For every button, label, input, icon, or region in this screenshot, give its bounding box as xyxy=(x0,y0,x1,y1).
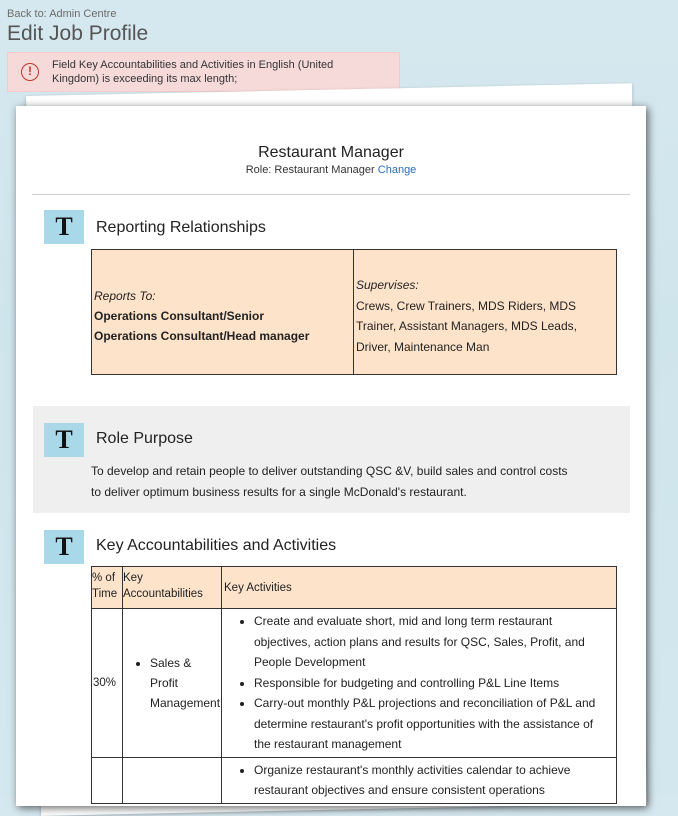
section-title-key-accountabilities: Key Accountabilities and Activities xyxy=(96,537,337,554)
activity-item: • Carry-out monthly P&L projections and reconciliation of P&L and determine restaurant's profit opportunities with the assistance of the restaurant management xyxy=(254,693,612,755)
role-purpose-line-2: to deliver optimum business results for a single McDonald's restaurant. xyxy=(91,485,467,499)
role-purpose-section xyxy=(33,406,630,513)
accountability-cell xyxy=(123,609,222,758)
accountability-cell xyxy=(123,757,222,803)
activity-item: • Responsible for budgeting and controlling P&L Line Items xyxy=(254,673,612,694)
error-message xyxy=(7,52,400,92)
role-line xyxy=(16,164,646,176)
activity-item: • Organize restaurant's monthly activities calendar to achieve restaurant objectives and ensure consistent operations xyxy=(254,760,612,801)
role-purpose-text xyxy=(91,461,606,503)
page-title: Edit Job Profile xyxy=(7,22,149,45)
table-row xyxy=(92,757,617,803)
section-title-reporting: Reporting Relationships xyxy=(96,219,266,236)
text-section-icon[interactable]: T xyxy=(44,210,84,244)
reports-to-line-1: Operations Consultant/Senior xyxy=(94,309,265,323)
key-accountabilities-table xyxy=(91,566,617,804)
role-label: Role: Restaurant Manager xyxy=(245,164,375,176)
supervises-cell xyxy=(354,250,616,374)
table-row xyxy=(92,609,617,758)
supervises-label: Supervises: xyxy=(356,278,419,292)
activities-cell xyxy=(222,757,617,803)
supervises-line: Trainer, Assistant Managers, MDS Leads, xyxy=(356,319,577,333)
error-text-line-2: Kingdom) is exceeding its max length; xyxy=(52,73,238,85)
supervises-line: Crews, Crew Trainers, MDS Riders, MDS xyxy=(356,298,577,313)
reports-to-line-2: Operations Consultant/Head manager xyxy=(94,329,310,343)
activity-item: • Create and evaluate short, mid and long term restaurant objectives, action plans and results for QSC, Sales, Profit, and People Development xyxy=(254,611,612,673)
section-title-role-purpose: Role Purpose xyxy=(96,430,193,447)
text-section-icon[interactable]: T xyxy=(44,423,84,457)
error-text-line-1: Field Key Accountabilities and Activities in English (United xyxy=(52,59,334,71)
column-header-key-activities: Key Activities xyxy=(222,567,617,609)
pct-time-cell: 30% xyxy=(92,609,123,758)
alert-circle-icon: ! xyxy=(21,63,39,81)
reports-to-cell xyxy=(92,250,354,374)
column-header-key-accountabilities: Key Accountabilities xyxy=(123,567,222,609)
text-section-icon[interactable]: T xyxy=(44,530,84,564)
supervises-line: Driver, Maintenance Man xyxy=(356,339,490,354)
accountability-item: • Sales & Profit Management xyxy=(150,653,221,713)
profile-header xyxy=(16,144,646,176)
reporting-relationships-table xyxy=(91,249,617,375)
change-role-link[interactable]: Change xyxy=(377,164,417,176)
column-header-pct-time: % of Time xyxy=(92,567,123,609)
table-header-row xyxy=(92,567,617,609)
back-to-admin-centre-link[interactable]: Back to: Admin Centre xyxy=(7,8,117,20)
job-profile-document xyxy=(16,106,646,806)
job-title: Restaurant Manager xyxy=(258,144,404,161)
pct-time-cell xyxy=(92,757,123,803)
role-purpose-line-1: To develop and retain people to deliver outstanding QSC &V, build sales and control costs xyxy=(91,464,568,478)
activities-cell xyxy=(222,609,617,758)
reports-to-label: Reports To: xyxy=(94,289,156,303)
header-divider xyxy=(32,194,630,195)
